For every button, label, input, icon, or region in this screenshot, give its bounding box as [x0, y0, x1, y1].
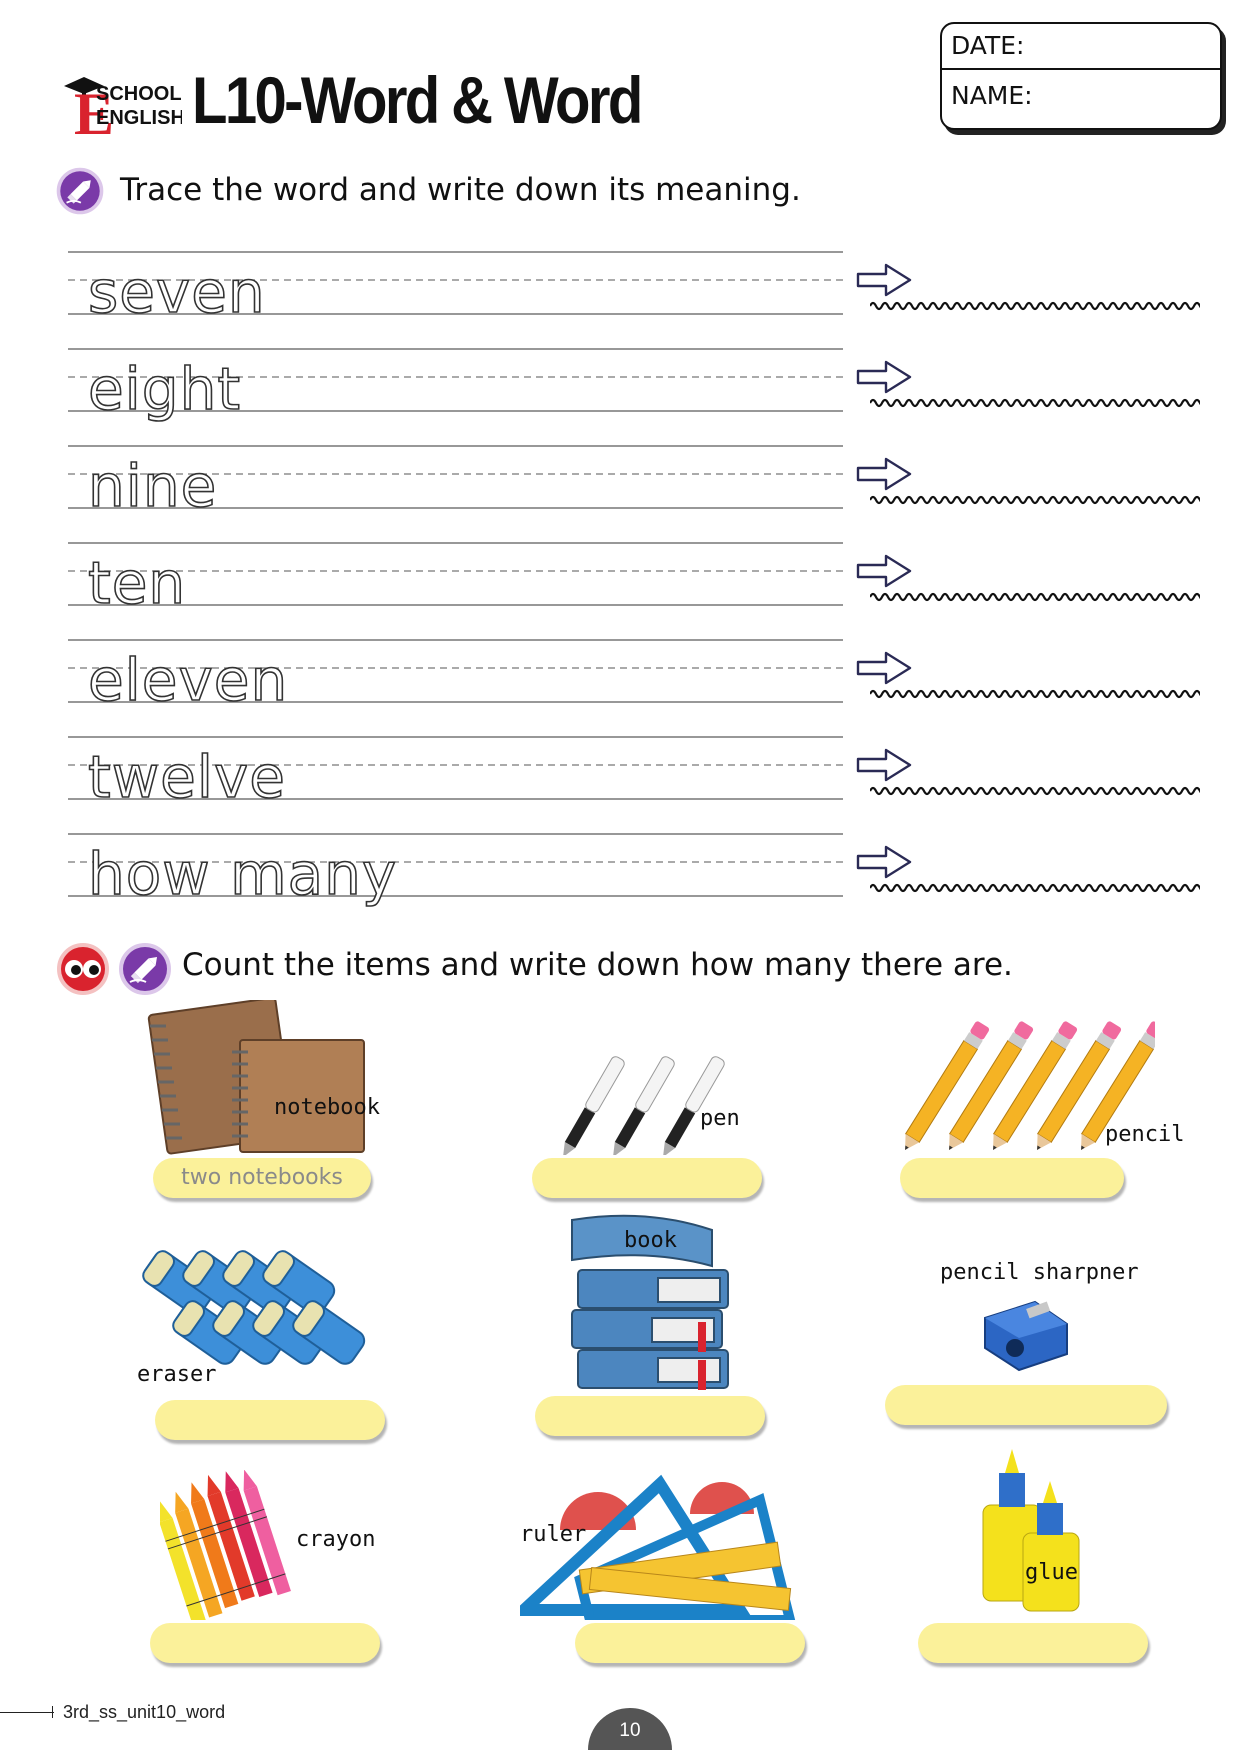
meaning-answer-line[interactable] — [870, 395, 1200, 411]
trace-instruction: Trace the word and write down its meaning. — [120, 172, 801, 208]
trace-row — [68, 250, 1198, 350]
answer-field-pencil-sharpner[interactable] — [885, 1385, 1167, 1425]
date-label: DATE: — [951, 31, 1025, 60]
logo-english-text: ENGLISH — [96, 107, 182, 129]
footer-tick — [52, 1706, 53, 1718]
item-label-pen: pen — [700, 1106, 740, 1131]
right-arrow-icon — [856, 262, 912, 298]
page-title: L10-Word & Word — [192, 63, 641, 137]
page-number-badge — [588, 1708, 672, 1750]
answer-field-eraser[interactable] — [155, 1400, 385, 1440]
trace-word: ten — [88, 549, 187, 617]
trace-row — [68, 541, 1198, 641]
item-label-notebook: notebook — [274, 1095, 380, 1120]
footer-file-name: 3rd_ss_unit10_word — [63, 1702, 226, 1722]
item-label-ruler: ruler — [520, 1522, 587, 1547]
sharpener-illustration — [975, 1288, 1075, 1382]
answer-field-glue[interactable] — [918, 1623, 1148, 1663]
pens-illustration — [560, 1005, 760, 1159]
answer-field-pencil[interactable] — [900, 1158, 1124, 1198]
date-name-box — [940, 22, 1222, 130]
school-english-logo — [62, 72, 182, 138]
name-label: NAME: — [951, 81, 1033, 110]
right-arrow-icon — [856, 359, 912, 395]
item-label-book: book — [624, 1228, 677, 1253]
right-arrow-icon — [856, 456, 912, 492]
item-label-pencil: pencil — [1105, 1122, 1185, 1147]
svg-text:E: E — [74, 81, 115, 138]
glue-illustration — [975, 1445, 1085, 1619]
trace-word: seven — [88, 258, 266, 326]
answer-field-pen[interactable] — [532, 1158, 762, 1198]
trace-word: twelve — [88, 743, 286, 811]
trace-row — [68, 832, 1198, 932]
trace-word: nine — [88, 452, 218, 520]
answer-field-crayon[interactable] — [150, 1623, 380, 1663]
meaning-answer-line[interactable] — [870, 298, 1200, 314]
answer-field-ruler[interactable] — [575, 1623, 805, 1663]
notebooks-illustration — [140, 1000, 380, 1164]
meaning-answer-line[interactable] — [870, 492, 1200, 508]
name-field[interactable] — [942, 70, 1220, 122]
meaning-answer-line[interactable] — [870, 783, 1200, 799]
answer-field-notebook[interactable]: two notebooks — [153, 1158, 371, 1198]
right-arrow-icon — [856, 650, 912, 686]
eyes-badge-icon — [54, 940, 112, 1002]
date-field[interactable] — [942, 24, 1220, 70]
footer-rule — [0, 1712, 54, 1713]
answer-field-book[interactable] — [535, 1396, 765, 1436]
trace-row — [68, 444, 1198, 544]
meaning-answer-line[interactable] — [870, 589, 1200, 605]
right-arrow-icon — [856, 844, 912, 880]
right-arrow-icon — [856, 747, 912, 783]
trace-word: how many — [88, 840, 398, 908]
logo-school-text: SCHOOL — [96, 83, 182, 105]
crayons-illustration — [160, 1470, 310, 1624]
trace-word: eleven — [88, 646, 289, 714]
trace-word: eight — [88, 355, 242, 423]
right-arrow-icon — [856, 553, 912, 589]
trace-row — [68, 735, 1198, 835]
item-label-pencil-sharpner: pencil sharpner — [940, 1260, 1139, 1285]
trace-row — [68, 347, 1198, 447]
meaning-answer-line[interactable] — [870, 686, 1200, 702]
meaning-answer-line[interactable] — [870, 880, 1200, 896]
count-instruction: Count the items and write down how many there are. — [182, 947, 1013, 983]
item-label-glue: glue — [1025, 1560, 1078, 1585]
item-label-eraser: eraser — [137, 1362, 217, 1387]
pencil-badge-icon — [54, 165, 106, 221]
item-label-crayon: crayon — [296, 1527, 376, 1552]
rulers-illustration — [520, 1470, 800, 1624]
pencil-badge-icon-2 — [116, 940, 174, 1002]
trace-row — [68, 638, 1198, 738]
page-number: 10 — [619, 1720, 641, 1741]
